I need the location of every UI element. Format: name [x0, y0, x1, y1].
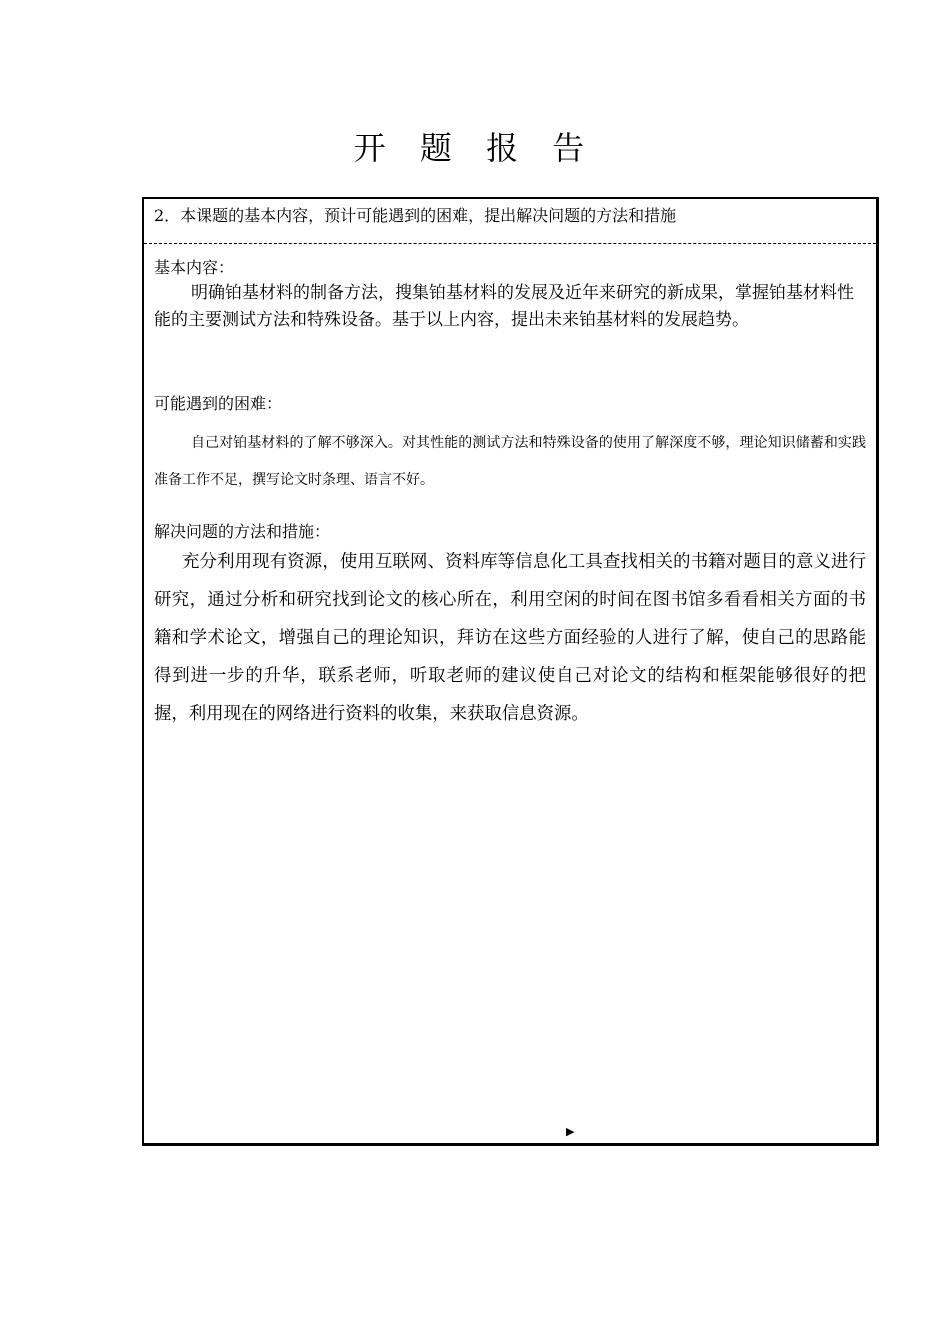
report-title: 开 题 报 告	[353, 129, 597, 167]
triangle-marker-icon: ▶	[566, 1125, 575, 1138]
solutions-label: 解决问题的方法和措施：	[154, 522, 331, 541]
solutions-text: 充分利用现有资源，使用互联网、资料库等信息化工具查找相关的书籍对题目的意义进行研究，通过分析和研究找到论文的核心所在，利用空闲的时间在图书馆多看看相关方面的书籍和学术论文，增强自己的理论知识，拜访在这些方面经验的人进行了解，使自己的思路能得到进一步的升华，联系老师，听取老师的建议使自己对论文的结构和框架能够很好的把握，利用现在的网络进行资料的收集，来获取信息资源。	[154, 552, 866, 724]
dashed-divider	[144, 243, 876, 244]
difficulties-text: 自己对铂基材料的了解不够深入。对其性能的测试方法和特殊设备的使用了解深度不够，理论知识储蓄和实践准备工作不足，撰写论文时条理、语言不好。	[154, 435, 866, 488]
basic-content-text: 明确铂基材料的制备方法，搜集铂基材料的发展及近年来研究的新成果，掌握铂基材料性能的主要测试方法和特殊设备。基于以上内容，提出未来铂基材料的发展趋势。	[154, 283, 854, 330]
content-table	[142, 197, 879, 1146]
section-heading: 2．本课题的基本内容，预计可能遇到的困难，提出解决问题的方法和措施	[154, 206, 677, 225]
difficulties-label: 可能遇到的困难：	[154, 394, 283, 413]
basic-content-label: 基本内容：	[154, 258, 235, 277]
